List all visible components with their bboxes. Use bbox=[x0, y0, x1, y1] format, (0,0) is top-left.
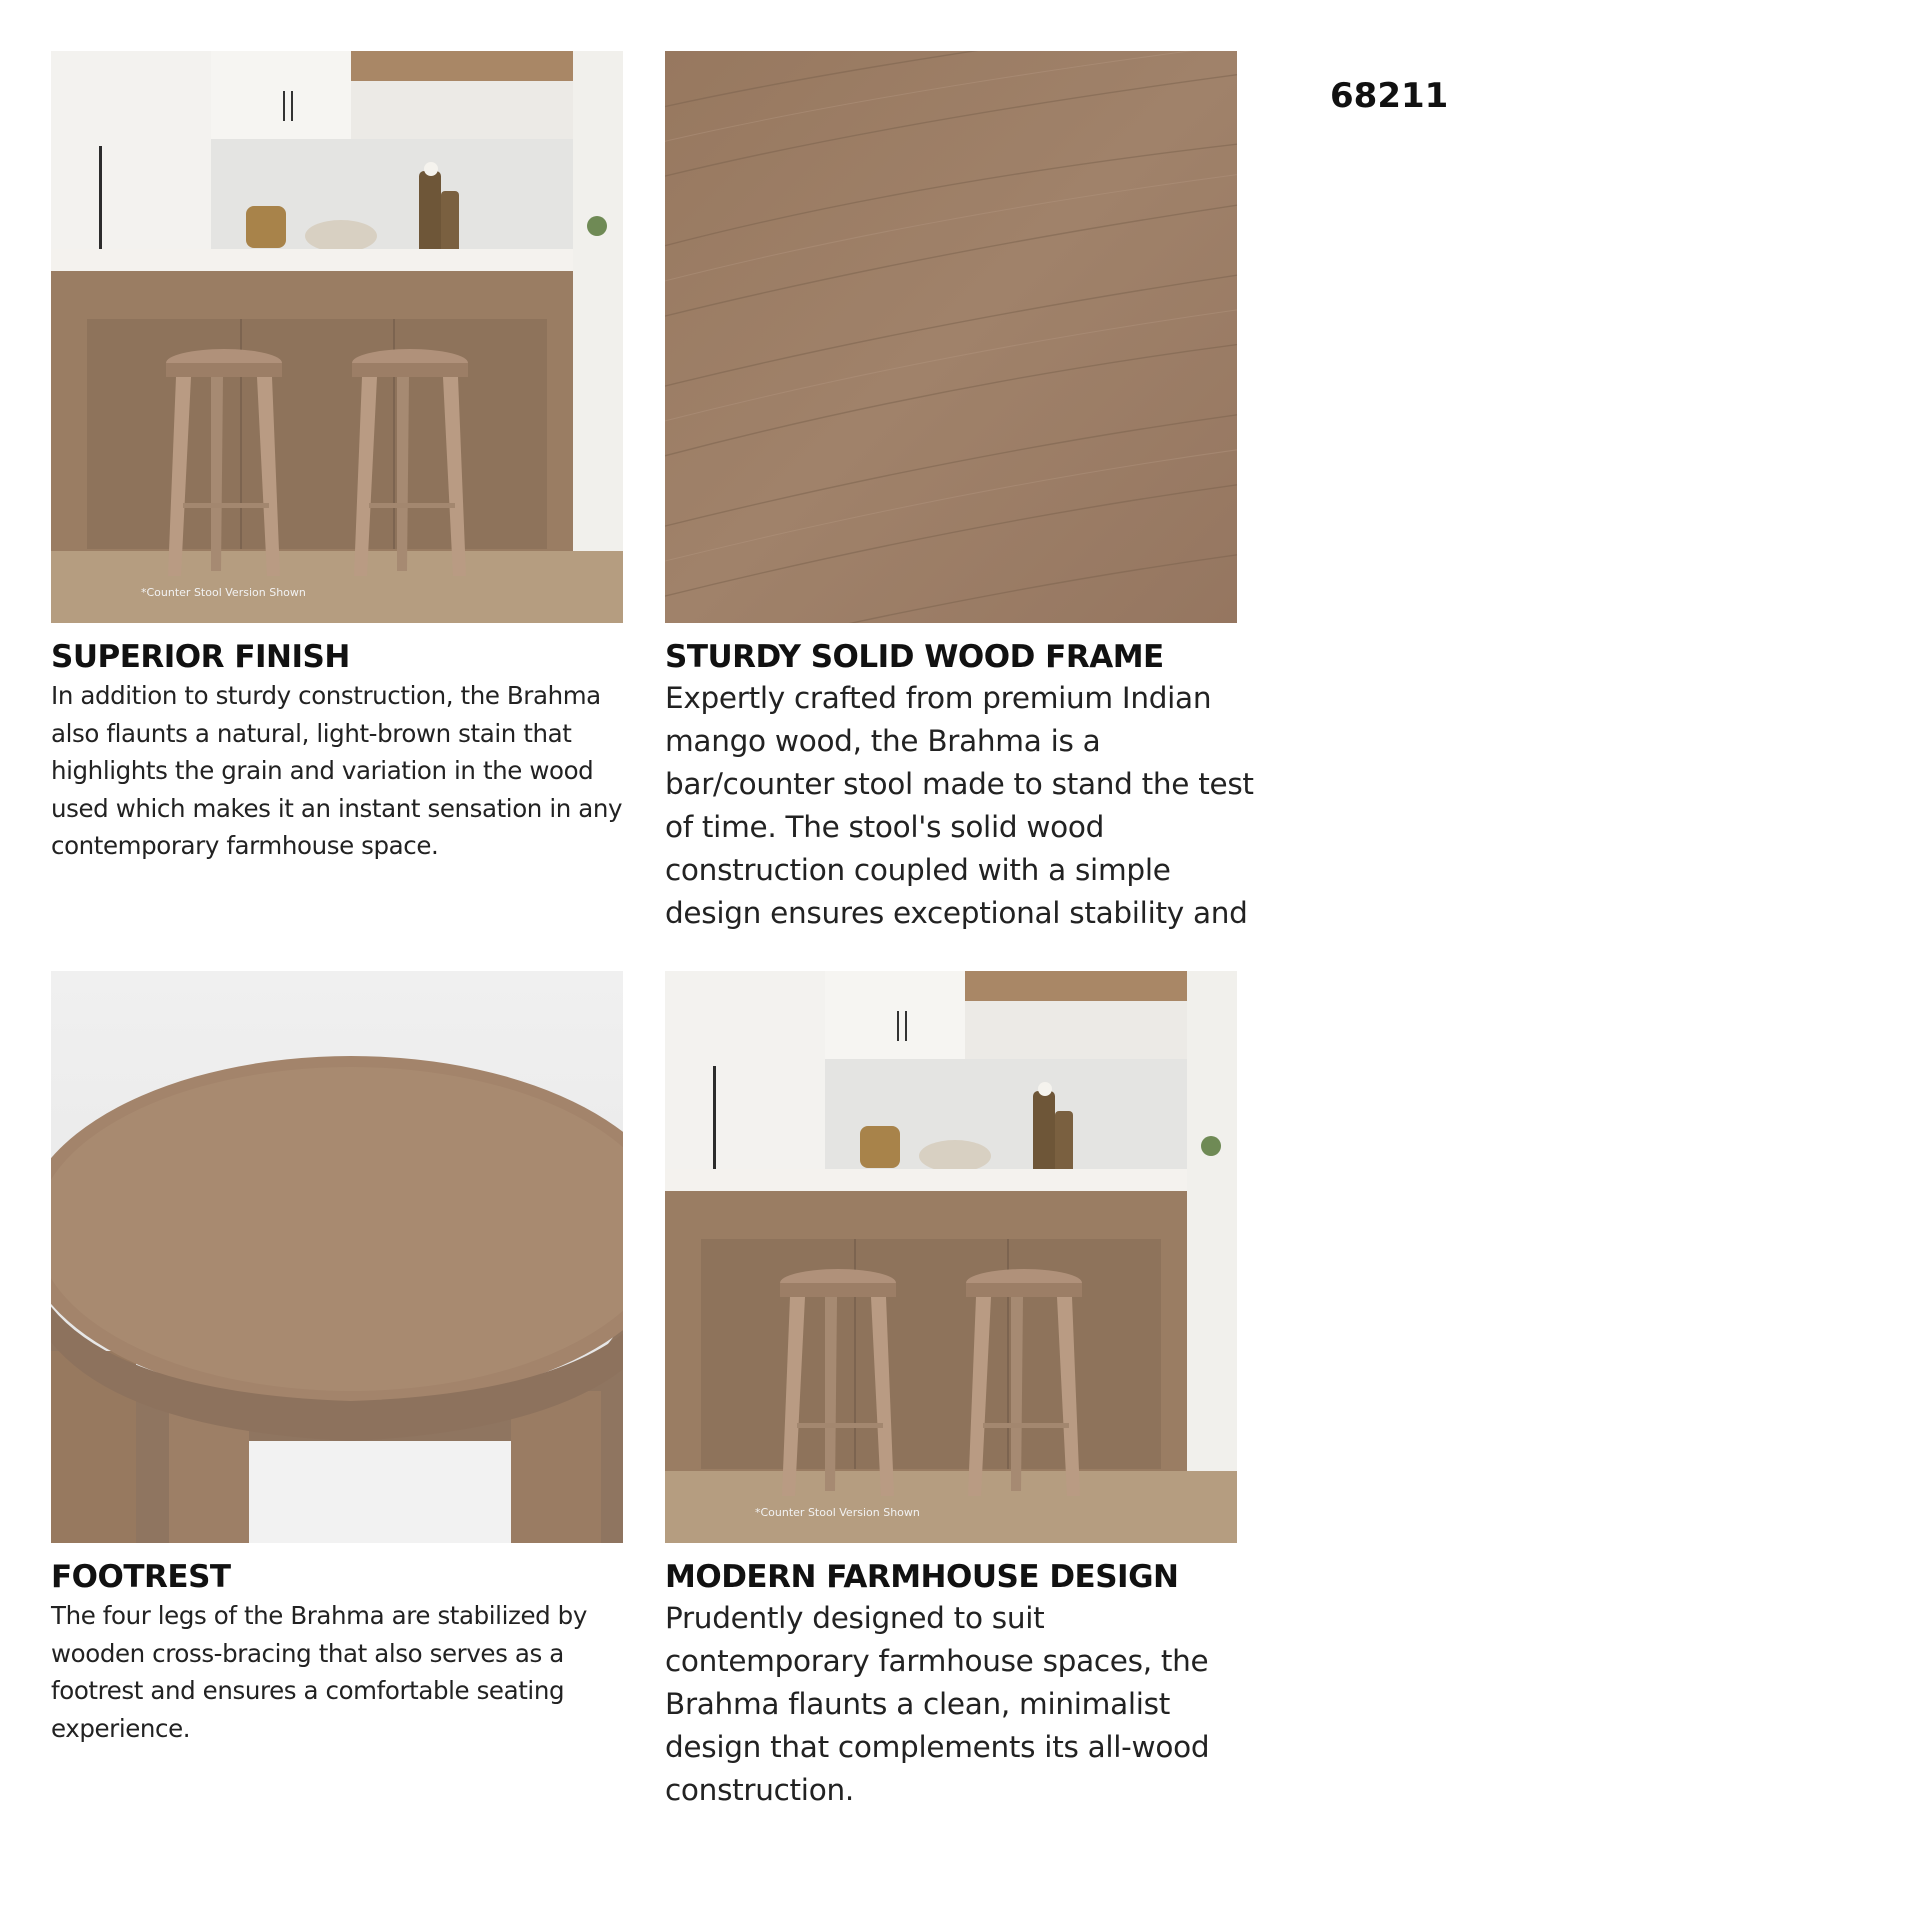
card-body: Prudently designed to suit contemporary farmhouse spaces, the Brahma flaunts a clean, minimalist design that complements its all-wood construction. bbox=[665, 1601, 1210, 1807]
card-heading: SUPERIOR FINISH bbox=[51, 639, 350, 675]
card-heading: MODERN FARMHOUSE DESIGN bbox=[665, 1559, 1179, 1595]
card-body: Expertly crafted from premium Indian mango wood, the Brahma is a bar/counter stool made to stand the test of time. The stool's solid wood construction coupled with a simple design ensures exceptional stability and bbox=[665, 681, 1254, 930]
card-body: The four legs of the Brahma are stabilized by wooden cross-bracing that also serves as a footrest and ensures a comfortable seating experience. bbox=[51, 1601, 587, 1743]
card-body: In addition to sturdy construction, the Brahma also flaunts a natural, light-brown stain that highlights the grain and variation in the wood used which makes it an instant sensation in any contemporary farmhouse space. bbox=[51, 681, 623, 860]
card-heading: STURDY SOLID WOOD FRAME bbox=[665, 639, 1164, 675]
photo-caption: *Counter Stool Version Shown bbox=[141, 586, 306, 599]
kitchen-island-photo bbox=[665, 971, 1237, 1543]
product-code: 68211 bbox=[1330, 76, 1449, 116]
kitchen-island-photo bbox=[51, 51, 623, 623]
stool-seat-closeup-photo bbox=[51, 971, 623, 1543]
card-heading: FOOTREST bbox=[51, 1559, 231, 1595]
wood-grain-photo bbox=[665, 51, 1237, 623]
photo-caption: *Counter Stool Version Shown bbox=[755, 1506, 920, 1519]
